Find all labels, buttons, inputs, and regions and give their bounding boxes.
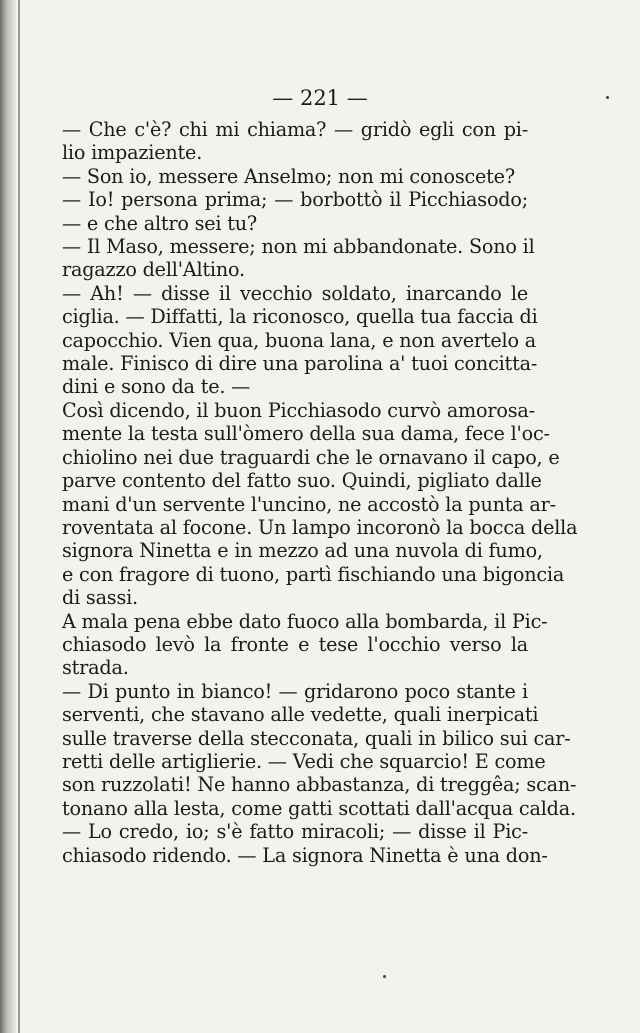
text-line: ragazzo dell'Altino. — [62, 258, 245, 282]
text-line: mente la testa sull'òmero della sua dama, fece l'oc- — [62, 422, 550, 446]
text-line: — Il Maso, messere; non mi abbandonate. Sono il — [62, 235, 535, 259]
page-number: — 221 — — [272, 86, 368, 110]
text-line: ciglia. — Diffatti, la riconosco, quella tua faccia di — [62, 305, 538, 329]
ink-speck — [383, 975, 386, 978]
text-line: mani d'un servente l'uncino, ne accostò la punta ar- — [62, 492, 556, 516]
text-line: — Io! persona prima; — borbottò il Picchiasodo; — [62, 188, 528, 212]
text-line: — Lo credo, io; s'è fatto miracoli; — disse il Pic- — [62, 820, 528, 844]
text-line: signora Ninetta e in mezzo ad una nuvola di fumo, — [62, 539, 543, 563]
text-line: son ruzzolati! Ne hanno abbastanza, di treggêa; scan- — [62, 773, 577, 797]
text-line: retti delle artiglierie. — Vedi che squarcio! E come — [62, 749, 546, 773]
text-line: chiolino nei due traguardi che le ornavano il capo, e — [62, 445, 560, 469]
spine-shadow — [0, 0, 16, 1033]
text-line: di sassi. — [62, 586, 138, 610]
body-text — [62, 118, 578, 867]
text-line: dini e sono da te. — — [62, 375, 251, 399]
ink-speck — [606, 96, 609, 99]
text-line: sulle traverse della stecconata, quali in bilico sui car- — [62, 726, 571, 750]
spine-line — [18, 0, 20, 1033]
text-line: — Son io, messere Anselmo; non mi conoscete? — [62, 164, 515, 188]
text-line: — Che c'è? chi mi chiama? — gridò egli con pi- — [62, 118, 528, 141]
text-line: — Di punto in bianco! — gridarono poco stante i — [62, 679, 528, 703]
text-line: Così dicendo, il buon Picchiasodo curvò amorosa- — [62, 398, 535, 422]
text-line: capocchio. Vien qua, buona lana, e non avertelo a — [62, 328, 536, 352]
text-line: parve contento del fatto suo. Quindi, pigliato dalle — [62, 469, 542, 493]
text-line: tonano alla lesta, come gatti scottati dall'acqua calda. — [62, 796, 576, 820]
text-line: lio impaziente. — [62, 141, 203, 165]
text-line: strada. — [62, 656, 129, 680]
text-line: serventi, che stavano alle vedette, quali inerpicati — [62, 703, 539, 727]
text-line: e con fragore di tuono, partì fischiando una bigoncia — [62, 562, 565, 586]
text-line: chiasodo levò la fronte e tese l'occhio verso la — [62, 632, 528, 656]
text-line: — Ah! — disse il vecchio soldato, inarcando le — [62, 281, 528, 305]
text-line: roventata al focone. Un lampo incoronò la bocca della — [62, 515, 578, 539]
text-line: chiasodo ridendo. — La signora Ninetta è una don- — [62, 843, 548, 867]
text-line: A mala pena ebbe dato fuoco alla bombarda, il Pic- — [62, 609, 548, 633]
text-line: — e che altro sei tu? — [62, 211, 258, 235]
text-line: male. Finisco di dire una parolina a' tuoi concitta- — [62, 352, 538, 376]
